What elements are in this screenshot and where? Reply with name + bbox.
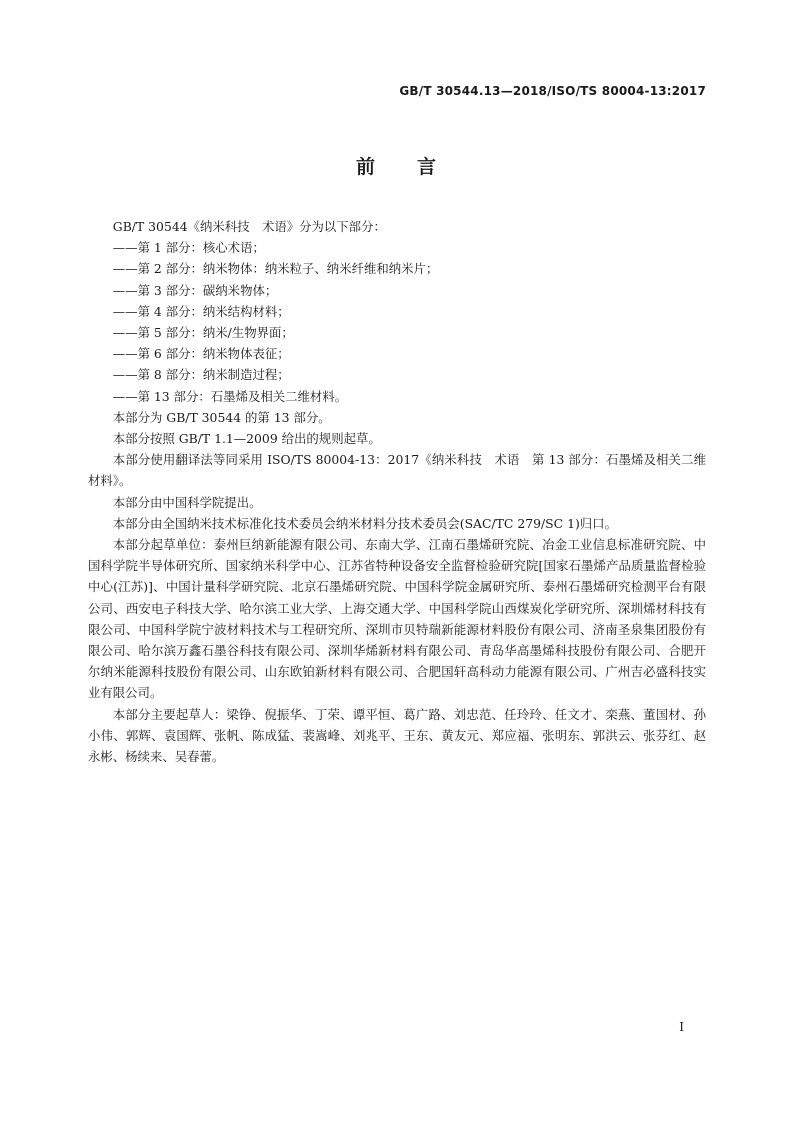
- proposer-statement: 本部分由中国科学院提出。: [112, 494, 262, 510]
- intro-paragraph: GB/T 30544《纳米科技 术语》分为以下部分：: [112, 219, 386, 234]
- title-char-2: 言: [417, 156, 439, 178]
- part-list-item: ——第 2 部分：纳米物体：纳米粒子、纳米纤维和纳米片；: [112, 261, 439, 277]
- adoption-statement: 本部分使用翻译法等同采用 ISO/TS 80004-13：2017《纳米科技 术语 第 13 部分：石墨烯及相关二维材料》。: [88, 452, 706, 489]
- standard-code-header: GB/T 30544.13—2018/ISO/TS 80004-13:2017: [399, 84, 706, 98]
- part-list-item: ——第 13 部分：石墨烯及相关二维材料。: [112, 388, 348, 404]
- drafting-rules: 本部分按照 GB/T 1.1—2009 给出的规则起草。: [112, 431, 381, 447]
- committee-statement: 本部分由全国纳米技术标准化技术委员会纳米材料分技术委员会(SAC/TC 279/SC 1)归口。: [112, 515, 617, 531]
- part-list-item: ——第 6 部分：纳米物体表征；: [112, 346, 290, 362]
- title-char-1: 前: [355, 156, 377, 178]
- foreword-body: [88, 216, 706, 767]
- part-list-item: ——第 3 部分：碳纳米物体；: [112, 282, 278, 298]
- part-list-item: ——第 1 部分：核心术语；: [112, 240, 265, 256]
- page-title: [0, 152, 794, 179]
- part-list-item: ——第 5 部分：纳米/生物界面；: [112, 325, 294, 341]
- part-list-item: ——第 8 部分：纳米制造过程；: [112, 367, 290, 383]
- part-statement: 本部分为 GB/T 30544 的第 13 部分。: [112, 409, 331, 425]
- page-number: I: [679, 1020, 684, 1034]
- drafting-organizations: 本部分起草单位：泰州巨纳新能源有限公司、东南大学、江南石墨烯研究院、冶金工业信息标准研究院、中国科学院半导体研究所、国家纳米科学中心、江苏省特种设备安全监督检验研究院[国家石墨烯产品质量监督检验中心(江苏)]、中国计量科学研究院、北京石墨烯研究院、中国科学院金属研究所、泰州石墨烯研究检测平台有限公司、西安电子科技大学、哈尔滨工业大学、上海交通大学、中国科学院山西煤炭化学研究所、深圳烯材科技有限公司、中国科学院宁波材料技术与工程研究所、深圳市贝特瑞新能源材料股份有限公司、济南圣泉集团股份有限公司、哈尔滨万鑫石墨谷科技有限公司、深圳华烯新材料有限公司、青岛华高墨烯科技股份有限公司、合肥开尔纳米能源科技股份有限公司、山东欧铂新材料有限公司、合肥国轩高科动力能源有限公司、广州吉必盛科技实业有限公司。: [88, 537, 706, 701]
- part-list-item: ——第 4 部分：纳米结构材料；: [112, 303, 290, 319]
- drafters: 本部分主要起草人：梁铮、倪振华、丁荣、谭平恒、葛广路、刘忠范、任玲玲、任文才、栾燕、董国材、孙小伟、郭辉、袁国辉、张帆、陈成猛、裴嵩峰、刘兆平、王东、黄友元、郑应福、张明东、郭洪云、张芬红、赵永彬、杨续来、吴春蕾。: [88, 706, 706, 765]
